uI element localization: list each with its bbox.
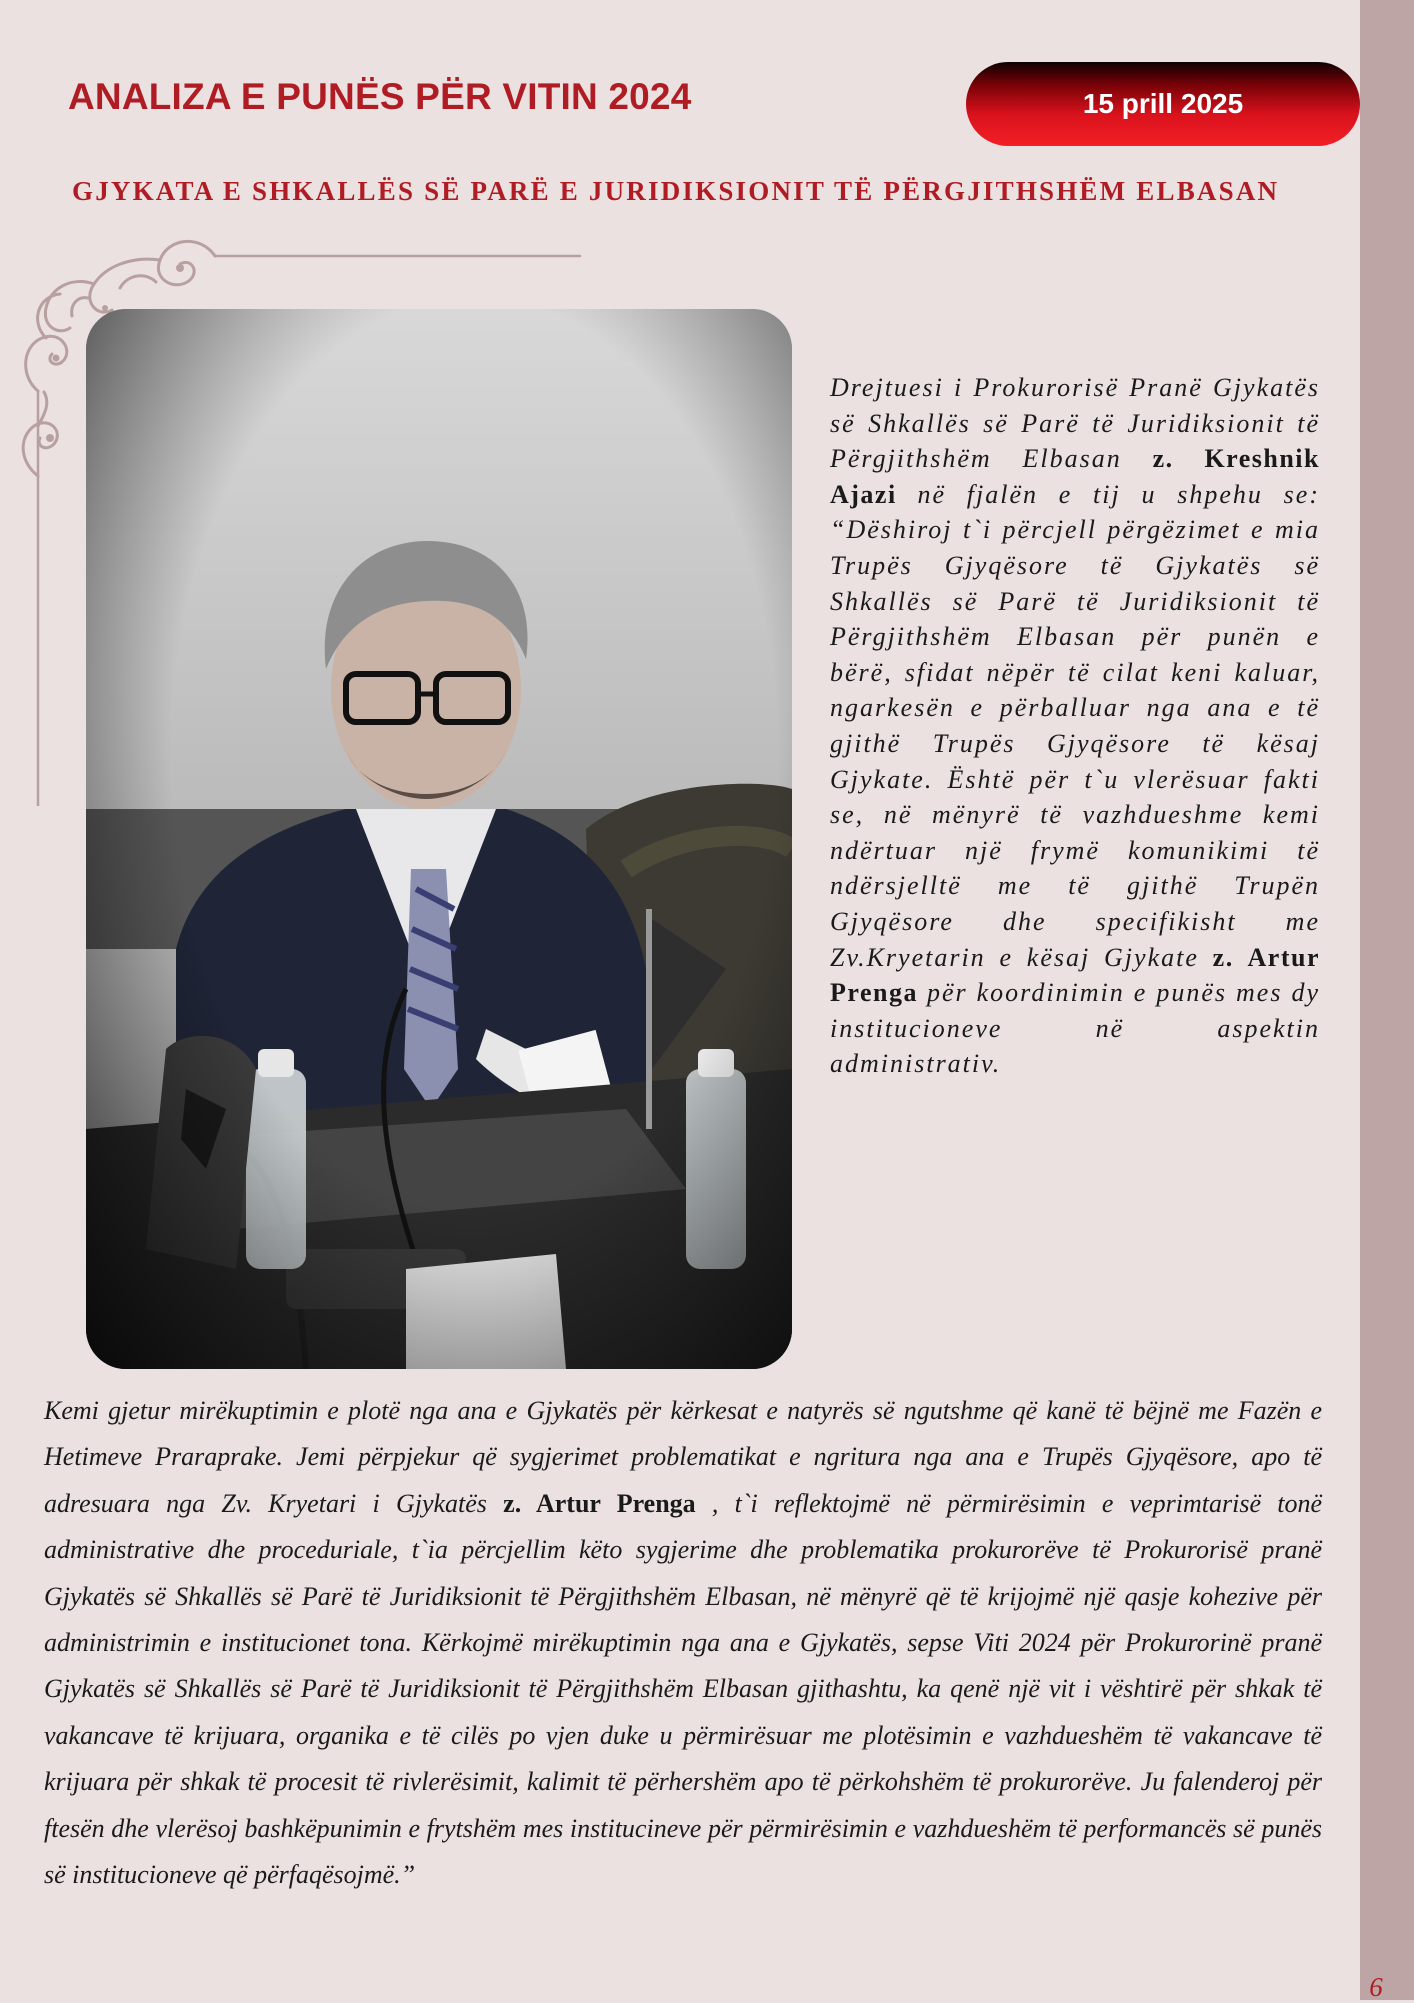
date-badge <box>966 62 1360 146</box>
body-name-artur-prenga: z. Artur Prenga <box>503 1488 696 1518</box>
quote-title-2: z. <box>1212 942 1234 972</box>
quote-intro: Drejtuesi i Prokurorisë Pranë Gjykatës së Shkallës së Parë të Juridiksionit të Përgjithshëm Elbasan <box>830 373 1320 474</box>
right-side-band <box>1360 0 1414 2000</box>
speaker-photo-illustration <box>86 309 792 1369</box>
quote-title-1: z. <box>1152 444 1174 474</box>
page-number: 6 <box>1369 1972 1383 2002</box>
quote-name-artur-prenga: Artur Prenga <box>830 942 1320 1008</box>
quote-middle: në fjalën e tij u shpehu se: “Dëshiroj t`i përcjell përgëzimet e mia Trupës Gjyqësore të Gjykatës së Shkallës së Parë të Juridiksionit të Përgjithshëm Elbasan për punën e bërë, sfidat nëpër të cilat keni kaluar, ngarkesën e përballuar nga ana e të gjithë Trupës Gjyqësore të kësaj Gjykate. Është për t`u vlerësuar fakti se, në mënyrë të vazhdueshme kemi ndërtuar një frymë komunikimi të ndërsjelltë me të gjithë Trupën Gjyqësore dhe specifikisht me Zv.Kryetarin e kësaj Gjykate <box>830 479 1320 972</box>
quote-end: për koordinimin e punës mes dy institucioneve në aspektin administrativ. <box>830 978 1320 1079</box>
speaker-photo <box>86 309 792 1369</box>
court-name-subtitle: GJYKATA E SHKALLËS SË PARË E JURIDIKSIONIT TË PËRGJITHSHËM ELBASAN <box>72 176 1280 206</box>
prosecutor-quote <box>830 370 1320 1082</box>
body-paragraph <box>44 1388 1322 1898</box>
quote-name-kreshnik-ajazi: Kreshnik Ajazi <box>830 444 1320 509</box>
page-title: ANALIZA E PUNËS PËR VITIN 2024 <box>68 76 692 117</box>
body-part-1: Kemi gjetur mirëkuptimin e plotë nga ana e Gjykatës për kërkesat e natyrës së ngutshme që kanë të bëjnë me Fazën e Hetimeve Praraprake. Jemi përpjekur që sygjerimet problematikat e ngritura nga ana e Trupës Gjyqësore, apo të adresuara nga Zv. Kryetari i Gjykatës <box>44 1396 1322 1518</box>
date-text: 15 prill 2025 <box>1082 88 1244 119</box>
body-part-2: , t`i reflektojmë në përmirësimin e veprimtarisë tonë administrative dhe proceduriale, t`ia përcjellim këto sygjerime dhe problematika prokurorëve të Prokurorisë pranë Gjykatës së Shkallës së Parë të Juridiksionit të Përgjithshëm Elbasan, në mënyrë që të krijojmë një qasje kohezive për administrimin e institucionet tona. Kërkojmë mirëkuptimin nga ana e Gjykatës, sepse Viti 2024 për Prokurorinë pranë Gjykatës së Shkallës së Parë të Juridiksionit të Përgjithshëm Elbasan gjithashtu, ka qenë një vit i vështirë për shkak të vakancave të krijuara, organika e të cilës po vjen duke u përmirësuar me plotësimin e vazhdueshëm të vakancave të krijuara për shkak të procesit të rivlerësimit, kalimit të përhershëm apo të përkohshëm të prokurorëve. Ju falenderoj për ftesën dhe vlerësoj bashkëpunimin e frytshëm mes institucineve për përmirësimin e vazhdueshëm të performancës së punës së institucioneve që përfaqësojmë.” <box>44 1488 1322 1890</box>
